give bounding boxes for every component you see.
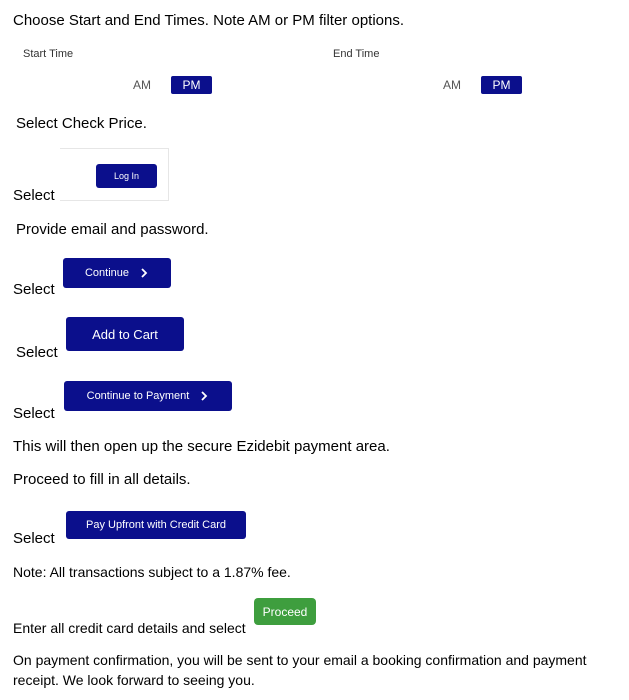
continue-to-payment-select-text: Select xyxy=(13,405,55,422)
payment-area-info: This will then open up the secure Ezidebit payment area. xyxy=(13,438,390,455)
continue-button-label: Continue xyxy=(84,267,130,279)
closing-line-2: receipt. We look forward to seeing you. xyxy=(13,672,255,688)
continue-button[interactable] xyxy=(63,258,171,288)
login-button[interactable] xyxy=(96,164,157,188)
fee-note: Note: All transactions subject to a 1.87% fee. xyxy=(13,564,291,580)
chevron-right-icon xyxy=(199,390,209,402)
end-am-option[interactable]: AM xyxy=(443,78,461,92)
proceed-button-label: Proceed xyxy=(262,604,308,619)
start-am-option[interactable]: AM xyxy=(133,78,151,92)
check-price-instruction: Select Check Price. xyxy=(16,115,147,132)
closing-line-1: On payment confirmation, you will be sent to your email a booking confirmation and payment xyxy=(13,652,587,668)
fill-details-info: Proceed to fill in all details. xyxy=(13,471,191,488)
chevron-right-icon xyxy=(139,267,149,279)
end-time-label: End Time xyxy=(333,48,380,60)
start-pm-option[interactable]: PM xyxy=(171,76,212,94)
login-select-text: Select xyxy=(13,187,55,204)
continue-to-payment-button[interactable] xyxy=(64,381,232,411)
login-button-label: Log In xyxy=(113,171,140,181)
pay-upfront-button[interactable] xyxy=(66,511,246,539)
proceed-instruction: Enter all credit card details and select xyxy=(13,620,246,636)
continue-select-text: Select xyxy=(13,281,55,298)
add-to-cart-select-text: Select xyxy=(16,344,58,361)
provide-credentials-instruction: Provide email and password. xyxy=(16,221,209,238)
intro-text: Choose Start and End Times. Note AM or PM filter options. xyxy=(13,12,405,29)
proceed-button[interactable] xyxy=(254,598,316,625)
pay-upfront-select-text: Select xyxy=(13,530,55,547)
continue-to-payment-button-label: Continue to Payment xyxy=(86,390,190,402)
add-to-cart-button-label: Add to Cart xyxy=(92,326,158,342)
add-to-cart-button[interactable] xyxy=(66,317,184,351)
start-time-label: Start Time xyxy=(23,48,74,60)
pay-upfront-button-label: Pay Upfront with Credit Card xyxy=(86,519,226,531)
end-pm-option[interactable]: PM xyxy=(481,76,522,94)
